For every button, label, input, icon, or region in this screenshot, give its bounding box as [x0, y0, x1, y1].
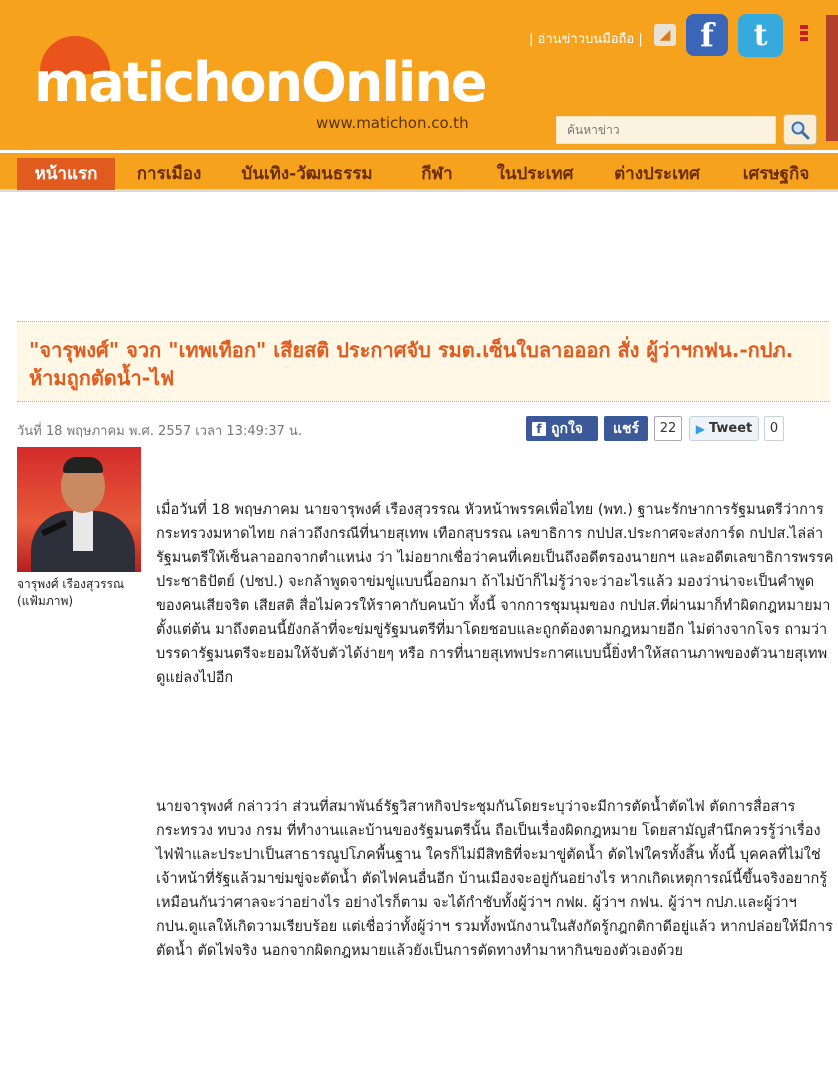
facebook-like-button[interactable] — [526, 416, 598, 441]
search-icon — [790, 120, 810, 140]
nav-sports[interactable]: กีฬา — [421, 164, 453, 184]
article-photo[interactable] — [17, 447, 141, 572]
share-count: 22 — [654, 416, 682, 441]
tweet-button[interactable] — [689, 416, 759, 441]
article-paragraph: เมื่อวันที่ 18 พฤษภาคม นายจารุพงศ์ เรืองสุวรรณ หัวหน้าพรรคเพื่อไทย (พท.) ฐานะรักษาการรัฐมนตรีว่าการกระทรวงมหาดไทย กล่าวถึงกรณีที่นายสุเทพ เทือกสุบรรณ เลขาธิการ กปปส.ประกาศจะส่งการ์ด กปปส.ไล่ล่ารัฐมนตรีให้เซ็นลาออกจากตำแหน่ง ว่า ไม่อยากเชื่อว่าคนที่เคยเป็นถึงอดีตรองนายกฯ และอดีตเลขาธิการพรรคประชาธิปัตย์ (ปชป.) จะกล้าพูดจาข่มขู่แบบนี้ออกมา ถ้าไม่บ้าก็ไม่รู้ว่าจะว่าอะไรแล้ว มองว่าน่าจะเป็นคำพูดของคนเสียจริต เสียสติ สื่อไม่ควรให้ราคากับคนบ้า ทั้งนี้ จากการชุมนุมของ กปปส.ที่ผ่านมาก็ทำผิดกฎหมายมาตั้งแต่ต้น มาถึงตอนนี้ยังกล้าที่จะข่มขู่รัฐมนตรีที่มาโดยชอบและถูกต้องตามกฎหมายอีก ไม่ต่างจากโจร ถามว่าบรรดารัฐมนตรีจะยอมให้จับตัวได้ง่ายๆ หรือ การที่นายสุเทพประกาศแบบนี้ยิ่งทำให้สถานภาพของตัวนายสุเทพดูแย่ลงไปอีก — [156, 502, 834, 686]
stats-icon[interactable] — [800, 25, 808, 41]
article-paragraph: นายจารุพงศ์ กล่าวว่า ส่วนที่สมาพันธ์รัฐวิสาหกิจประชุมกันโดยระบุว่าจะมีการตัดน้ำตัดไฟ ตัดการสื่อสารกระทรวง ทบวง กรม ที่ทำงานและบ้านของรัฐมนตรีนั้น ถือเป็นเรื่องผิดกฎหมาย โดยสามัญสำนึกควรรู้ว่าเรื่องไฟฟ้าและประปาเป็นสาธารณูปโภคพื้นฐาน ใครก็ไม่มีสิทธิที่จะมาขู่ตัดน้ำ ตัดไฟใครทั้งสิ้น ทั้งนี้ บุคคลที่ไม่ใช่เจ้าหน้าที่รัฐแล้วมาข่มขู่จะตัดน้ำ ตัดไฟคนอื่นอีก บ้านเมืองจะอยู่กันอย่างไร หากเกิดเหตุการณ์นี้ขึ้นจริงอยากรู้เหมือนกันว่าศาลจะว่าอย่างไร อย่างไรก็ตาม จะได้กำชับทั้งผู้ว่าฯ กฟผ. ผู้ว่าฯ กฟน. ผู้ว่าฯ กปภ.และผู้ว่าฯ กปน.ดูแลให้เกิดวามเรียบร้อย แต่เชื่อว่าทั้งผู้ว่าฯ รวมทั้งพนักงานในสังกัดรู้กฎกติกาดีอยู่แล้ว หากปล่อยให้มีการตัดน้ำ ตัดไฟจริง นอกจากผิดกฎหมายแล้วยังเป็นการตัดทางทำมาหากินของตัวเองด้วย — [156, 799, 833, 959]
tweet-count: 0 — [764, 416, 784, 441]
header-side-banner — [826, 15, 838, 141]
ad-space — [17, 195, 829, 317]
twitter-bird-icon: ▶ — [695, 421, 705, 436]
facebook-icon[interactable]: f — [686, 14, 728, 56]
tweet-label: Tweet — [708, 421, 753, 436]
nav-economy[interactable]: เศรษฐกิจ — [742, 164, 810, 184]
like-label: ถูกใจ — [551, 420, 583, 437]
facebook-share-button[interactable]: แชร์ — [604, 416, 648, 441]
site-header — [0, 0, 838, 150]
facebook-small-icon: f — [532, 422, 546, 436]
nav-politics[interactable]: การเมือง — [136, 164, 202, 184]
article-dateline: วันที่ 18 พฤษภาคม พ.ศ. 2557 เวลา 13:49:37 น. — [17, 424, 302, 439]
headline-box — [17, 321, 829, 402]
article-headline: "จารุพงศ์" จวก "เทพเทือก" เสียสติ ประกาศจับ รมต.เซ็นใบลาอออก สั่ง ผู้ว่าฯกฟน.-กปภ. ห้ามถูกตัดน้ำ-ไฟ — [29, 338, 794, 390]
main-nav — [0, 150, 838, 192]
nav-entertainment[interactable]: บันเทิง-วัฒนธรรม — [241, 164, 373, 184]
search-button[interactable] — [783, 114, 817, 145]
nav-home[interactable]: หน้าแรก — [17, 158, 115, 190]
mobile-reading-link[interactable]: | อ่านข่าวบนมือถือ | — [529, 32, 643, 47]
nav-domestic[interactable]: ในประเทศ — [496, 164, 574, 184]
site-url: www.matichon.co.th — [316, 114, 469, 132]
photo-caption: จารุพงศ์ เรืองสุวรรณ (แฟ้มภาพ) — [17, 577, 125, 608]
search-input[interactable] — [556, 116, 776, 144]
rss-icon[interactable]: ◢ — [654, 24, 676, 46]
twitter-icon[interactable]: t — [738, 14, 783, 57]
nav-international[interactable]: ต่างประเทศ — [614, 164, 700, 184]
site-logo[interactable]: matichonOnline — [34, 51, 486, 114]
